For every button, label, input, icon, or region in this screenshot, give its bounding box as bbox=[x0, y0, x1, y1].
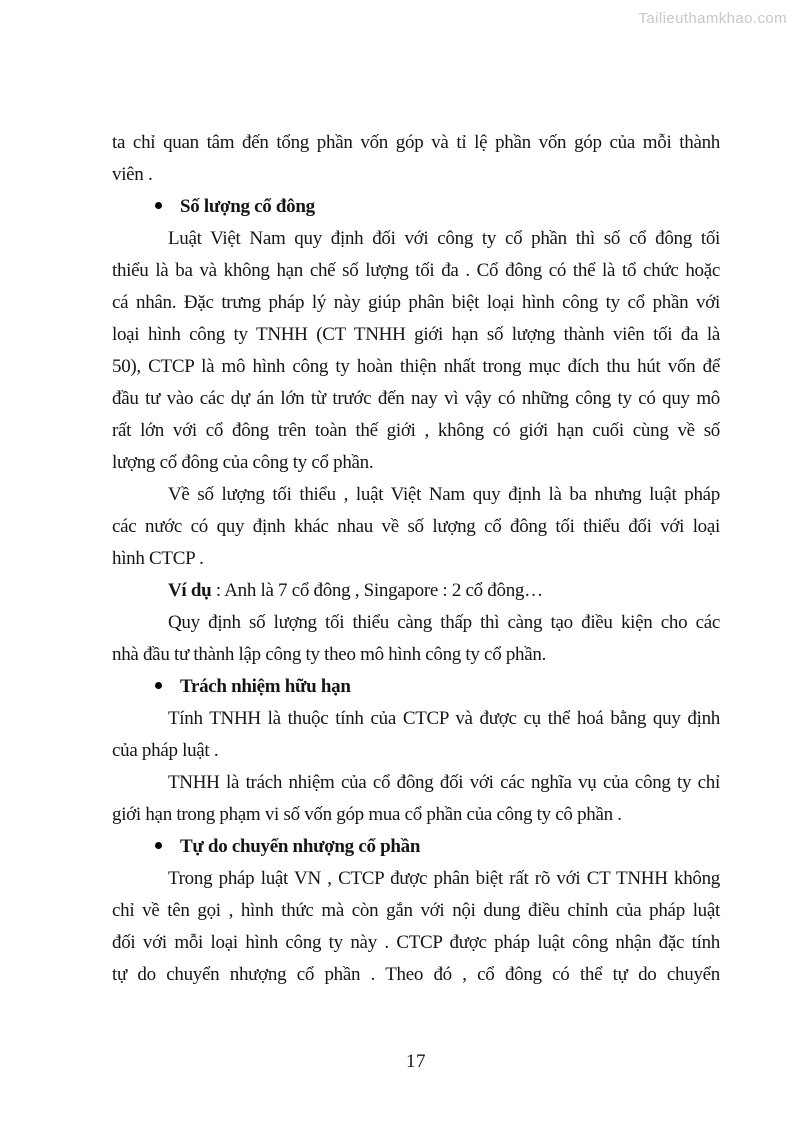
text-line: rất lớn với cổ đông trên toàn thế giới , không có giới hạn cuối cùng về số bbox=[112, 420, 720, 441]
text-line: loại hình công ty TNHH (CT TNHH giới hạn số lượng thành viên tối đa là bbox=[112, 324, 720, 345]
text-line: TNHH là trách nhiệm của cổ đông đối với các nghĩa vụ của công ty chỉ bbox=[168, 772, 720, 793]
bullet-heading bbox=[112, 671, 720, 703]
bullet-heading bbox=[112, 191, 720, 223]
text-line: 50), CTCP là mô hình công ty hoàn thiện nhất trong mục đích thu hút vốn để bbox=[112, 356, 720, 377]
text-line: Quy định số lượng tối thiểu càng thấp thì càng tạo điều kiện cho các bbox=[168, 612, 720, 633]
bullet-icon bbox=[155, 202, 162, 209]
text-line bbox=[112, 575, 720, 607]
text-line: đối với mỗi loại hình công ty này . CTCP được pháp luật công nhận đặc tính bbox=[112, 932, 720, 953]
text-line: của pháp luật . bbox=[112, 740, 219, 761]
text-line: Tính TNHH là thuộc tính của CTCP và được cụ thể hoá bằng quy định bbox=[168, 708, 720, 729]
watermark: Tailieuthamkhao.com bbox=[638, 10, 787, 27]
bullet-icon bbox=[155, 682, 162, 689]
text-line: Trong pháp luật VN , CTCP được phân biệt rất rõ với CT TNHH không bbox=[168, 868, 720, 889]
text-line: viên . bbox=[112, 164, 153, 185]
text-line: đầu tư vào các dự án lớn từ trước đến nay vì vậy có những công ty có quy mô bbox=[112, 388, 720, 409]
text-line: cá nhân. Đặc trưng pháp lý này giúp phân biệt loại hình công ty cổ phần với bbox=[112, 292, 720, 313]
text-line: ta chỉ quan tâm đến tổng phần vốn góp và tỉ lệ phần vốn góp của mỗi thành bbox=[112, 132, 720, 153]
text-line: chỉ về tên gọi , hình thức mà còn gắn với nội dung điều chỉnh của pháp luật bbox=[112, 900, 720, 921]
text-line: hình CTCP . bbox=[112, 548, 204, 569]
text-line: Luật Việt Nam quy định đối với công ty cổ phần thì số cổ đông tối bbox=[168, 228, 720, 249]
bullet-label: Tự do chuyển nhượng cổ phần bbox=[180, 836, 421, 857]
lead-bold-text: Ví dụ bbox=[168, 580, 212, 601]
text-line: giới hạn trong phạm vi số vốn góp mua cổ phần của công ty cô phần . bbox=[112, 804, 622, 825]
text-line: nhà đầu tư thành lập công ty theo mô hình công ty cổ phần. bbox=[112, 644, 547, 665]
text-line: thiểu là ba và không hạn chế số lượng tối đa . Cổ đông có thể là tổ chức hoặc bbox=[112, 260, 720, 281]
text-span: : Anh là 7 cổ đông , Singapore : 2 cổ đông… bbox=[211, 580, 543, 601]
text-line: tự do chuyển nhượng cổ phần . Theo đó , cổ đông có thể tự do chuyển bbox=[112, 964, 720, 985]
text-line: các nước có quy định khác nhau về số lượng cổ đông tối thiểu đối với loại bbox=[112, 516, 720, 537]
text-line: Về số lượng tối thiểu , luật Việt Nam quy định là ba nhưng luật pháp bbox=[168, 484, 720, 505]
document-content bbox=[112, 127, 720, 991]
bullet-heading bbox=[112, 831, 720, 863]
page-number: 17 bbox=[406, 1051, 426, 1072]
text-line: lượng cổ đông của công ty cổ phần. bbox=[112, 452, 374, 473]
bullet-label: Trách nhiệm hữu hạn bbox=[180, 676, 351, 697]
bullet-label: Số lượng cổ đông bbox=[180, 196, 315, 217]
bullet-icon bbox=[155, 842, 162, 849]
